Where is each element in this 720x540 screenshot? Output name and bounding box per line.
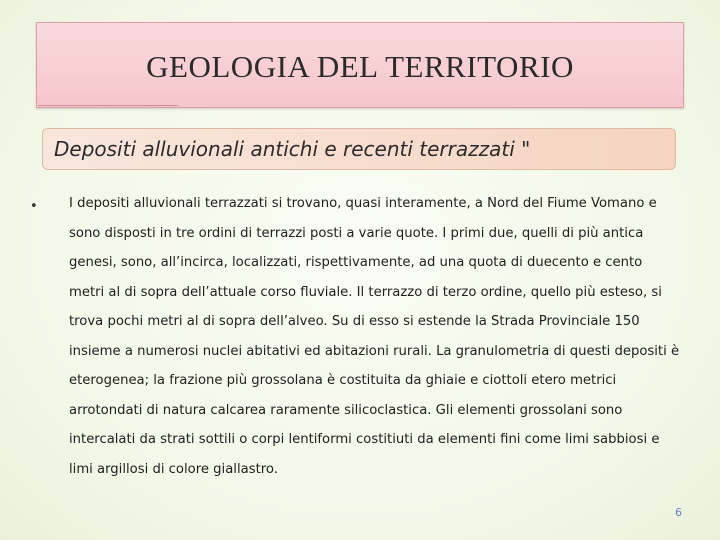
page-number: 6 xyxy=(675,506,682,519)
slide-title: GEOLOGIA DEL TERRITORIO xyxy=(146,49,574,84)
title-underline-divider xyxy=(38,105,178,106)
title-box xyxy=(36,22,684,108)
bullet-marker: • xyxy=(30,199,38,214)
slide-subtitle: Depositi alluvionali antichi e recenti terrazzati " xyxy=(54,137,531,161)
body-paragraph: I depositi alluvionali terrazzati si trovano, quasi interamente, a Nord del Fiume Vomano e sono disposti in tre ordini di terrazzi posti a varie quote. I primi due, quelli di più antica genesi, sono, all’incirca, localizzati, rispettivamente, ad una quota di duecento e cento metri al di sopra dell’attuale corso fluviale. Il terrazzo di terzo ordine, quello più esteso, si trova pochi metri al di sopra dell’alveo. Su di esso si estende la Strada Provinciale 150 insieme a numerosi nuclei abitativi ed abitazioni rurali. La granulometria di questi depositi è eterogenea; la frazione più grossolana è costituita da ghiaie e ciottoli etero metrici arrotondati di natura calcarea raramente silicoclastica. Gli elementi grossolani sono intercalati da strati sottili o corpi lentiformi costitiuti da elementi fini come limi sabbiosi e limi argillosi di colore giallastro. xyxy=(69,196,680,477)
subtitle-box xyxy=(42,128,676,170)
